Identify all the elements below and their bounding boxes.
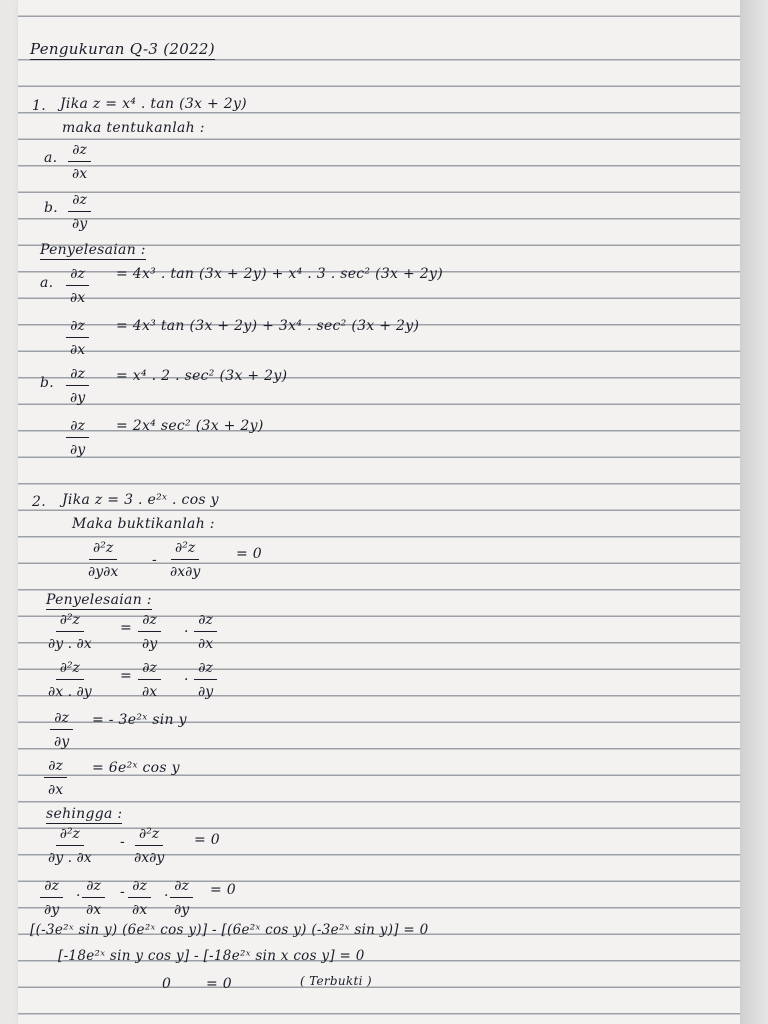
sol1-a-dzdx-2: $\frac{\partial z}{\partial x}$ [66, 318, 89, 358]
sol2-final-result: = 0 [206, 976, 232, 992]
sol2-dz-dx-2: $\frac{\partial z}{\partial x}$ [138, 660, 161, 700]
sol1-b-line2: = 2x⁴ sec² (3x + 2y) [116, 418, 264, 434]
sol2-prod-dot-2: . [164, 884, 169, 900]
sol2-final-d2z-xy: $\frac{\text{∂²z}}{\partial x\partial y}$ [134, 826, 165, 866]
sol2-dzdx: $\frac{\partial z}{\partial x}$ [44, 758, 67, 798]
sol2-dzdx-value: = 6e²ˣ cos y [92, 760, 180, 776]
q2-minus: - [152, 552, 158, 568]
sol1-b-dzdy-1: $\frac{\partial z}{\partial y}$ [66, 366, 89, 406]
q2-mixed-partial-xy: $\frac{\text{∂²z}}{\partial x\partial y}$ [170, 540, 201, 580]
q1-a-derivative: $\frac{\partial z}{\partial x}$ [68, 142, 91, 182]
sol1-b-line1: = x⁴ . 2 . sec² (3x + 2y) [116, 368, 288, 384]
q1-instruction: maka tentukanlah : [62, 120, 205, 136]
sol2-sehingga: sehingga : [46, 806, 123, 822]
sol1-a-line2: = 4x³ tan (3x + 2y) + 3x⁴ . sec² (3x + 2y) [116, 318, 420, 334]
q2-instruction: Maka buktikanlah : [72, 516, 215, 532]
sol2-final-d2z-yx: $\frac{\text{∂²z}}{\partial y . \partial x}$ [48, 826, 92, 866]
sol2-dz-dy-2: $\frac{\partial z}{\partial y}$ [194, 660, 217, 700]
sol1-a-label: a. [40, 275, 54, 291]
sol1-heading: Penyelesaian : [40, 242, 146, 258]
sol2-prod-b1: $\frac{\partial z}{\partial x}$ [128, 878, 151, 918]
q1-b-label: b. [44, 200, 59, 216]
q2-mixed-partial-yx: $\frac{\text{∂²z}}{\partial y\partial x}$ [88, 540, 119, 580]
sol2-terbukti: ( Terbukti ) [300, 974, 372, 988]
sol1-a-dzdx-1: $\frac{\partial z}{\partial x}$ [66, 266, 89, 306]
sol2-proof-line2: [-18e²ˣ sin y cos y] - [-18e²ˣ sin x cos y] = 0 [58, 948, 365, 964]
sol2-prod-dot-1: . [76, 884, 81, 900]
sol2-prod-a2: $\frac{\partial z}{\partial x}$ [82, 878, 105, 918]
sol1-b-label: b. [40, 375, 55, 391]
sol2-dot-2: . [184, 668, 189, 684]
sol2-dzdy: $\frac{\partial z}{\partial y}$ [50, 710, 73, 750]
sol2-d2z-dxdy: $\frac{\text{∂²z}}{\partial x . \partial y}$ [48, 660, 92, 700]
q2-number: 2. [32, 494, 46, 510]
sol2-dzdy-value: = - 3e²ˣ sin y [92, 712, 187, 728]
sol1-b-dzdy-2: $\frac{\partial z}{\partial y}$ [66, 418, 89, 458]
sol2-eq-2: = [120, 668, 133, 684]
q1-number: 1. [32, 98, 46, 114]
sol2-d2z-dydx: $\frac{\text{∂²z}}{\partial y . \partial x}$ [48, 612, 92, 652]
sol2-final-minus: - [120, 834, 126, 850]
sol2-prod-minus: - [120, 884, 126, 900]
q1-b-derivative: $\frac{\partial z}{\partial y}$ [68, 192, 91, 232]
sol2-final-eq0: = 0 [194, 832, 220, 848]
sol2-eq-1: = [120, 620, 133, 636]
sol2-dot-1: . [184, 620, 189, 636]
notebook-page [18, 0, 740, 1024]
sol1-a-line1: = 4x³ . tan (3x + 2y) + x⁴ . 3 . sec² (3x + 2y) [116, 266, 443, 282]
page-title: Pengukuran Q-3 (2022) [30, 40, 215, 58]
sol2-prod-b2: $\frac{\partial z}{\partial y}$ [170, 878, 193, 918]
sol2-dz-dx-1: $\frac{\partial z}{\partial x}$ [194, 612, 217, 652]
sol2-heading: Penyelesaian : [46, 592, 152, 608]
sol2-final-lhs: 0 [162, 976, 172, 992]
q2-equals-zero: = 0 [236, 546, 262, 562]
q2-statement: Jika z = 3 . e²ˣ . cos y [62, 492, 219, 508]
q1-statement: Jika z = x⁴ . tan (3x + 2y) [60, 96, 247, 112]
sol2-proof-line1: [(-3e²ˣ sin y) (6e²ˣ cos y)] - [(6e²ˣ cos y) (-3e²ˣ sin y)] = 0 [30, 922, 429, 938]
sol2-prod-a1: $\frac{\partial z}{\partial y}$ [40, 878, 63, 918]
q1-a-label: a. [44, 150, 58, 166]
sol2-prod-eq0: = 0 [210, 882, 236, 898]
sol2-dz-dy-1: $\frac{\partial z}{\partial y}$ [138, 612, 161, 652]
page-edge [740, 0, 768, 1024]
